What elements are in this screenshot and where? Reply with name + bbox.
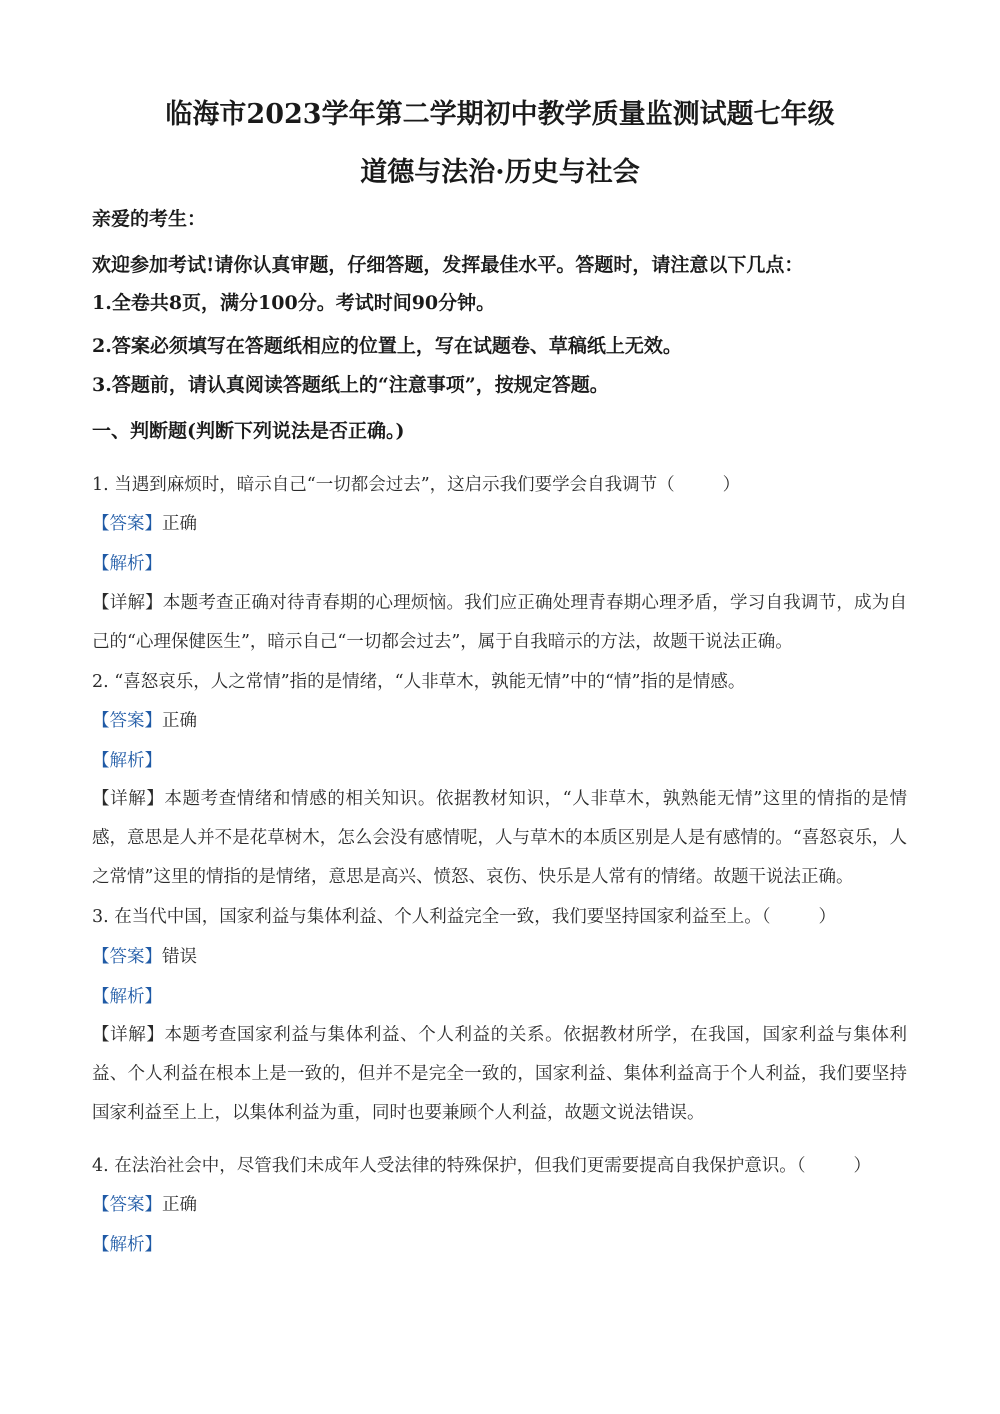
detail-tag: 【详解】 xyxy=(92,1025,165,1045)
answer-value: 正确 xyxy=(162,1195,197,1215)
analysis-tag: 【解析】 xyxy=(92,987,162,1007)
paren-close: ） xyxy=(722,475,741,495)
section-heading: 一、判断题(判断下列说法是否正确。) xyxy=(92,420,405,442)
answer-tag: 【答案】 xyxy=(92,947,162,967)
question-stem: 2. “喜怒哀乐，人之常情”指的是情绪，“人非草木，孰能无情”中的“情”指的是情感。 xyxy=(92,672,746,692)
question-4 xyxy=(92,1154,871,1178)
note-1: 1.全卷共8页，满分100分。考试时间90分钟。 xyxy=(92,292,496,314)
detail-tag: 【详解】 xyxy=(92,789,165,809)
note-2: 2.答案必须填写在答题纸相应的位置上，写在试题卷、草稿纸上无效。 xyxy=(92,335,682,357)
question-stem: 3. 在当代中国，国家利益与集体利益、个人利益完全一致，我们要坚持国家利益至上。（ xyxy=(92,907,771,927)
detail-paragraph xyxy=(92,584,907,662)
detail-tag: 【详解】 xyxy=(92,593,163,613)
greeting: 亲爱的考生： xyxy=(92,208,207,230)
note-3: 3.答题前，请认真阅读答题纸上的“注意事项”，按规定答题。 xyxy=(92,374,609,396)
question-stem: 1. 当遇到麻烦时，暗示自己“一切都会过去”，这启示我们要学会自我调节（ xyxy=(92,475,675,495)
analysis-row xyxy=(92,749,162,773)
analysis-row xyxy=(92,1233,162,1257)
analysis-tag: 【解析】 xyxy=(92,751,162,771)
question-2 xyxy=(92,670,745,694)
answer-value: 错误 xyxy=(162,947,197,967)
answer-tag: 【答案】 xyxy=(92,514,162,534)
detail-paragraph xyxy=(92,780,907,897)
detail-paragraph xyxy=(92,1016,907,1133)
detail-text: 本题考查正确对待青春期的心理烦恼。我们应正确处理青春期心理矛盾，学习自我调节，成为自己的“心理保健医生”，暗示自己“一切都会过去”，属于自我暗示的方法，故题干说法正确。 xyxy=(92,593,907,652)
answer-value: 正确 xyxy=(162,711,197,731)
detail-text: 本题考查情绪和情感的相关知识。依据教材知识，“人非草木，孰熟能无情”这里的情指的是情感，意思是人并不是花草树木，怎么会没有感情呢，人与草木的本质区别是人是有感情的。“喜怒哀乐，人之常情”这里的情指的是情绪，意思是高兴、愤怒、哀伤、快乐是人常有的情绪。故题干说法正确。 xyxy=(92,789,908,887)
answer-tag: 【答案】 xyxy=(92,711,162,731)
answer-value: 正确 xyxy=(162,514,197,534)
paren-close: ） xyxy=(818,907,837,927)
question-stem: 4. 在法治社会中，尽管我们未成年人受法律的特殊保护，但我们更需要提高自我保护意识。（ xyxy=(92,1156,806,1176)
answer-row xyxy=(92,1193,197,1217)
analysis-tag: 【解析】 xyxy=(92,1235,162,1255)
answer-row xyxy=(92,512,197,536)
exam-subtitle: 道德与法治·历史与社会 xyxy=(360,157,640,188)
answer-row xyxy=(92,709,197,733)
analysis-tag: 【解析】 xyxy=(92,554,162,574)
answer-tag: 【答案】 xyxy=(92,1195,162,1215)
analysis-row xyxy=(92,985,162,1009)
answer-row xyxy=(92,945,197,969)
analysis-row xyxy=(92,552,162,576)
detail-text: 本题考查国家利益与集体利益、个人利益的关系。依据教材所学，在我国，国家利益与集体利益、个人利益在根本上是一致的，但并不是完全一致的，国家利益、集体利益高于个人利益，我们要坚持国家利益至上上，以集体利益为重，同时也要兼顾个人利益，故题文说法错误。 xyxy=(92,1025,907,1123)
question-3 xyxy=(92,905,836,929)
exam-title: 临海市2023学年第二学期初中教学质量监测试题七年级 xyxy=(165,99,835,130)
paren-close: ） xyxy=(853,1156,872,1176)
welcome-text: 欢迎参加考试!请你认真审题，仔细答题，发挥最佳水平。答题时，请注意以下几点： xyxy=(92,254,804,276)
question-1 xyxy=(92,473,740,497)
